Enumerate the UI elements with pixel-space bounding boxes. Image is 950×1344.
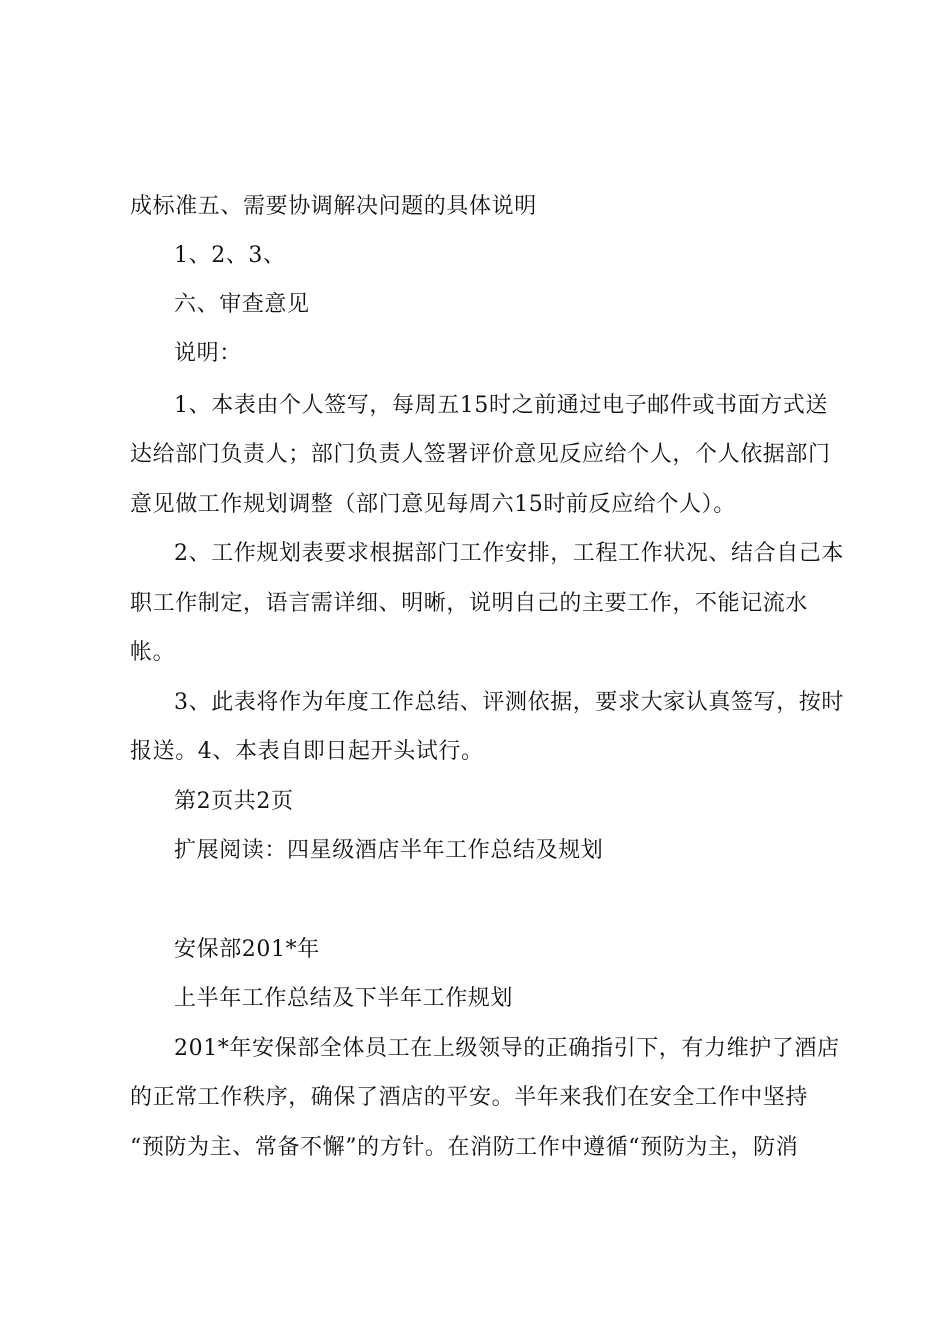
department-heading: 安保部201*年 <box>174 937 320 962</box>
extended-reading-title: 扩展阅读：四星级酒店半年工作总结及规划 <box>174 838 604 863</box>
note-1-line-1: 1、本表由个人签写，每周五15时之前通过电子邮件或书面方式送 <box>174 393 828 418</box>
note-1-line-2: 达给部门负责人；部门负责人签署评价意见反应给个人，个人依据部门 <box>130 442 831 467</box>
body-line-1: 201*年安保部全体员工在上级领导的正确指引下，有力维护了酒店 <box>174 1036 840 1061</box>
notes-heading: 说明： <box>174 341 242 366</box>
page-number: 第2页共2页 <box>174 789 294 814</box>
note-2-line-1: 2、工作规划表要求根据部门工作安排，工程工作状况、结合自己本 <box>174 541 844 566</box>
text-line-1: 成标准五、需要协调解决问题的具体说明 <box>130 194 537 219</box>
note-2-line-2: 职工作制定，语言需详细、明晰，说明自己的主要工作，不能记流水 <box>130 591 809 616</box>
note-3-line-1: 3、此表将作为年度工作总结、评测依据，要求大家认真签写，按时 <box>174 690 844 715</box>
body-line-3: “预防为主、常备不懈”的方针。在消防工作中遵循“预防为主，防消 <box>130 1135 799 1160</box>
note-2-line-3: 帐。 <box>130 640 176 665</box>
body-line-2: 的正常工作秩序，确保了酒店的平安。半年来我们在安全工作中坚持 <box>130 1085 809 1110</box>
section-heading-review: 六、审查意见 <box>174 292 310 317</box>
text-line-2: 1、2、3、 <box>174 243 286 268</box>
report-title: 上半年工作总结及下半年工作规划 <box>174 986 514 1011</box>
note-3-line-2: 报送。4、本表自即日起开头试行。 <box>130 739 484 764</box>
note-1-line-3: 意见做工作规划调整（部门意见每周六15时前反应给个人）。 <box>130 492 736 517</box>
